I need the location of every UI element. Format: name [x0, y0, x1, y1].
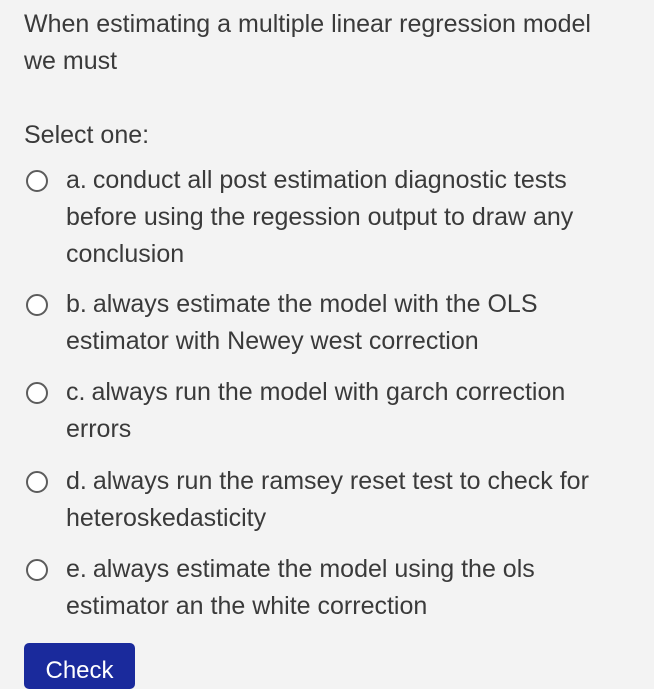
radio-button-d[interactable]: [26, 471, 48, 493]
option-e[interactable]: [26, 551, 636, 625]
radio-button-e[interactable]: [26, 559, 48, 581]
option-e-label: always estimate the model using the ols estimator an the white correction: [66, 555, 535, 620]
question-text: When estimating a multiple linear regression model we must: [24, 10, 591, 75]
option-b-text: [66, 286, 636, 360]
option-d-label: always run the ramsey reset test to check for heteroskedasticity: [66, 467, 589, 532]
radio-button-c[interactable]: [26, 382, 48, 404]
check-button[interactable]: Check: [24, 643, 135, 689]
select-one-prompt: Select one:: [24, 121, 150, 149]
option-d-text: [66, 463, 636, 537]
radio-button-b[interactable]: [26, 294, 48, 316]
option-d-letter: d.: [66, 467, 87, 495]
option-a-text: [66, 162, 636, 273]
option-d[interactable]: [26, 463, 636, 537]
option-b[interactable]: [26, 286, 636, 360]
option-e-text: [66, 551, 636, 625]
option-b-label: always estimate the model with the OLS estimator with Newey west correction: [66, 290, 538, 355]
option-c-letter: c.: [66, 378, 86, 406]
option-a-label: conduct all post estimation diagnostic tests before using the regession output to draw any conclusion: [66, 166, 574, 268]
option-c-label: always run the model with garch correction errors: [66, 378, 566, 443]
option-c-text: [66, 374, 636, 448]
option-e-letter: e.: [66, 555, 87, 583]
option-a[interactable]: [26, 162, 636, 273]
option-a-letter: a.: [66, 166, 87, 194]
radio-button-a[interactable]: [26, 170, 48, 192]
option-b-letter: b.: [66, 290, 87, 318]
option-c[interactable]: [26, 374, 636, 448]
